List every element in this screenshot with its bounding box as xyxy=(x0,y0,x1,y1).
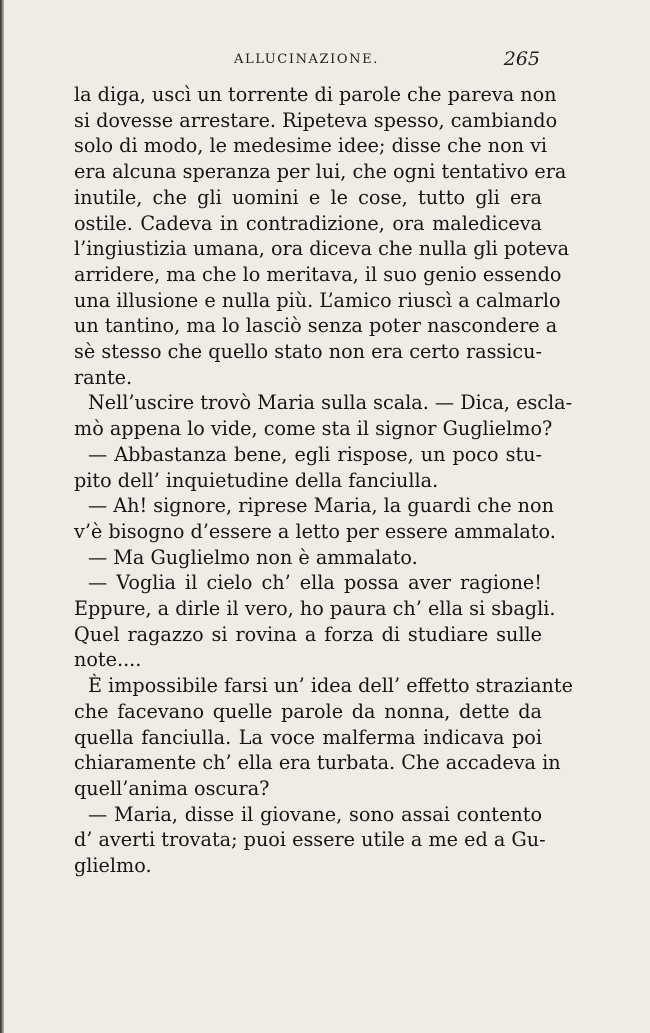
text-line: la diga, uscì un torrente di parole che pareva non xyxy=(74,83,557,106)
text-line: — Ah! signore, riprese Maria, la guardi che non xyxy=(88,494,554,518)
text-line: inutile, che gli uomini e le cose, tutto gli era xyxy=(74,185,542,209)
running-title: ALLUCINAZIONE. xyxy=(234,52,379,67)
text-line: d’ averti trovata; puoi essere utile a me ed a Gu- xyxy=(74,828,546,852)
text-line: — Maria, disse il giovane, sono assai contento xyxy=(88,802,542,826)
page-number: 265 xyxy=(503,48,540,70)
text-line: quella fanciulla. La voce malferma indicava poi xyxy=(74,725,542,749)
text-line: quell’anima oscura? xyxy=(74,776,270,800)
text-line: Quel ragazzo si rovina a forza di studiare sulle xyxy=(74,622,542,646)
text-line: note.... xyxy=(74,648,142,672)
text-line: — Abbastanza bene, egli rispose, un poco stu- xyxy=(88,442,542,466)
text-line: era alcuna speranza per lui, che ogni tentativo era xyxy=(74,160,567,184)
text-line: un tantino, ma lo lasciò senza poter nascondere a xyxy=(74,314,558,338)
text-line: Eppure, a dirle il vero, ho paura ch’ ella si sbagli. xyxy=(74,597,556,621)
text-line: È impossibile farsi un’ idea dell’ effetto straziante xyxy=(88,674,573,698)
text-line: chiaramente ch’ ella era turbata. Che accadeva in xyxy=(74,751,561,775)
text-line: sè stesso che quello stato non era certo rassicu- xyxy=(74,340,542,364)
text-line: si dovesse arrestare. Ripeteva spesso, cambiando xyxy=(74,108,558,132)
text-line: glielmo. xyxy=(74,854,152,878)
text-line: mò appena lo vide, come sta il signor Guglielmo? xyxy=(74,417,553,441)
text-line: rante. xyxy=(74,365,133,389)
text-line: — Voglia il cielo ch’ ella possa aver ragione! xyxy=(88,571,542,595)
text-line: che facevano quelle parole da nonna, dette da xyxy=(74,699,542,723)
text-line: arridere, ma che lo meritava, il suo genio essendo xyxy=(74,262,562,286)
text-line: v’è bisogno d’essere a letto per essere ammalato. xyxy=(74,519,556,543)
text-line: l’ingiustizia umana, ora diceva che nulla gli poteva xyxy=(74,237,570,261)
page-header xyxy=(74,48,542,74)
page-spine-shadow xyxy=(0,0,4,1033)
body-text xyxy=(74,82,573,879)
text-line: ostile. Cadeva in contradizione, ora malediceva xyxy=(74,211,542,235)
text-line: — Ma Guglielmo non è ammalato. xyxy=(88,545,418,569)
text-line: pito dell’ inquietudine della fanciulla. xyxy=(74,468,439,492)
text-line: solo di modo, le medesime idee; disse che non vi xyxy=(74,134,548,158)
text-line: Nell’uscire trovò Maria sulla scala. — Dica, escla- xyxy=(88,391,573,415)
text-line: una illusione e nulla più. L’amico riuscì a calmarlo xyxy=(74,288,561,312)
